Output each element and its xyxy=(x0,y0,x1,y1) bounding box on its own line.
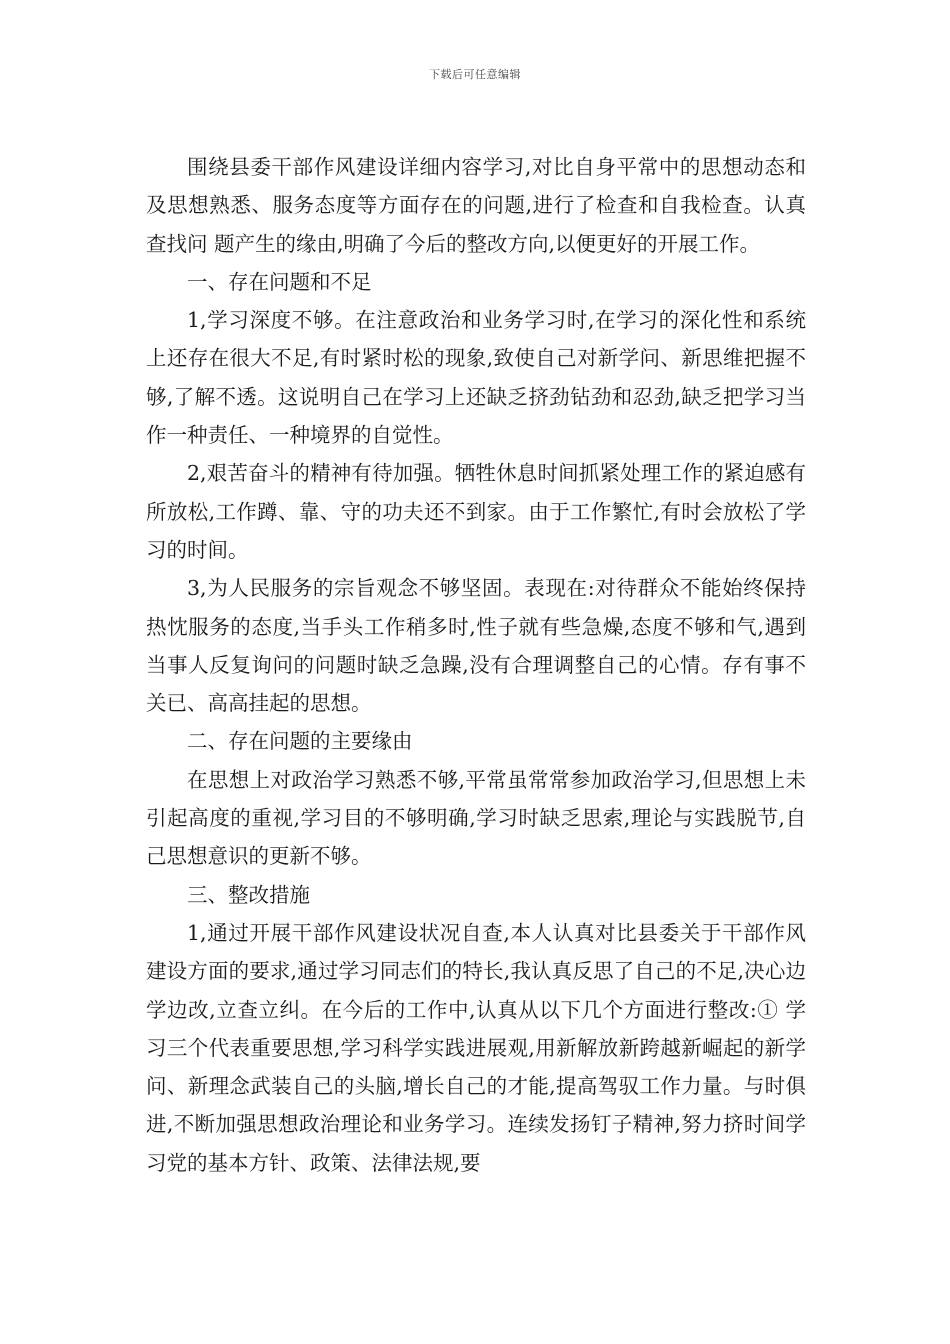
cause-paragraph: 在思想上对政治学习熟悉不够,平常虽常常参加政治学习,但思想上未引起高度的重视,学习目的不够明确,学习时缺乏思索,理论与实践脱节,自己思想意识的更新不够。 xyxy=(146,767,806,869)
intro-paragraph: 围绕县委干部作风建设详细内容学习,对比自身平常中的思想动态和及思想熟悉、服务态度等方面存在的问题,进行了检查和自我检查。认真查找问 题产生的缘由,明确了今后的整改方向,以便更好的开展工作。 xyxy=(146,155,806,256)
problem-paragraph-1: 1,学习深度不够。在注意政治和业务学习时,在学习的深化性和系统上还存在很大不足,有时紧时松的现象,致使自己对新学问、新思维把握不够,了解不透。这说明自己在学习上还缺乏挤劲钻劲和忍劲,缺乏把学习当作一种责任、一种境界的自觉性。 xyxy=(146,308,806,448)
document-body xyxy=(146,148,806,1182)
header-note: 下载后可任意编辑 xyxy=(429,68,521,81)
section-heading-3: 三、整改措施 xyxy=(187,882,310,907)
section-heading-1: 一、存在问题和不足 xyxy=(187,269,372,294)
section-heading-2: 二、存在问题的主要缘由 xyxy=(187,729,413,754)
problem-paragraph-2: 2,艰苦奋斗的精神有待加强。牺牲休息时间抓紧处理工作的紧迫感有所放松,工作蹲、靠、守的功夫还不到家。由于工作繁忙,有时会放松了学习的时间。 xyxy=(146,461,806,562)
measure-paragraph-1: 1,通过开展干部作风建设状况自查,本人认真对比县委关于干部作风建设方面的要求,通过学习同志们的特长,我认真反思了自己的不足,决心边学边改,立查立纠。在今后的工作中,认真从以下几个方面进行整改:① 学习三个代表重要思想,学习科学实践进展观,用新解放新跨越新崛起的新学问、新理念武装自己的头脑,增长自己的才能,提高驾驭工作力量。与时俱进,不断加强思想政治理论和业务学习。连续发扬钉子精神,努力挤时间学习党的基本方针、政策、法律法规,要 xyxy=(146,920,806,1175)
problem-paragraph-3: 3,为人民服务的宗旨观念不够坚固。表现在:对待群众不能始终保持热忱服务的态度,当手头工作稍多时,性子就有些急燥,态度不够和气,遇到当事人反复询问的问题时缺乏急躁,没有合理调整自己的心情。存有事不关已、高高挂起的思想。 xyxy=(146,576,806,716)
